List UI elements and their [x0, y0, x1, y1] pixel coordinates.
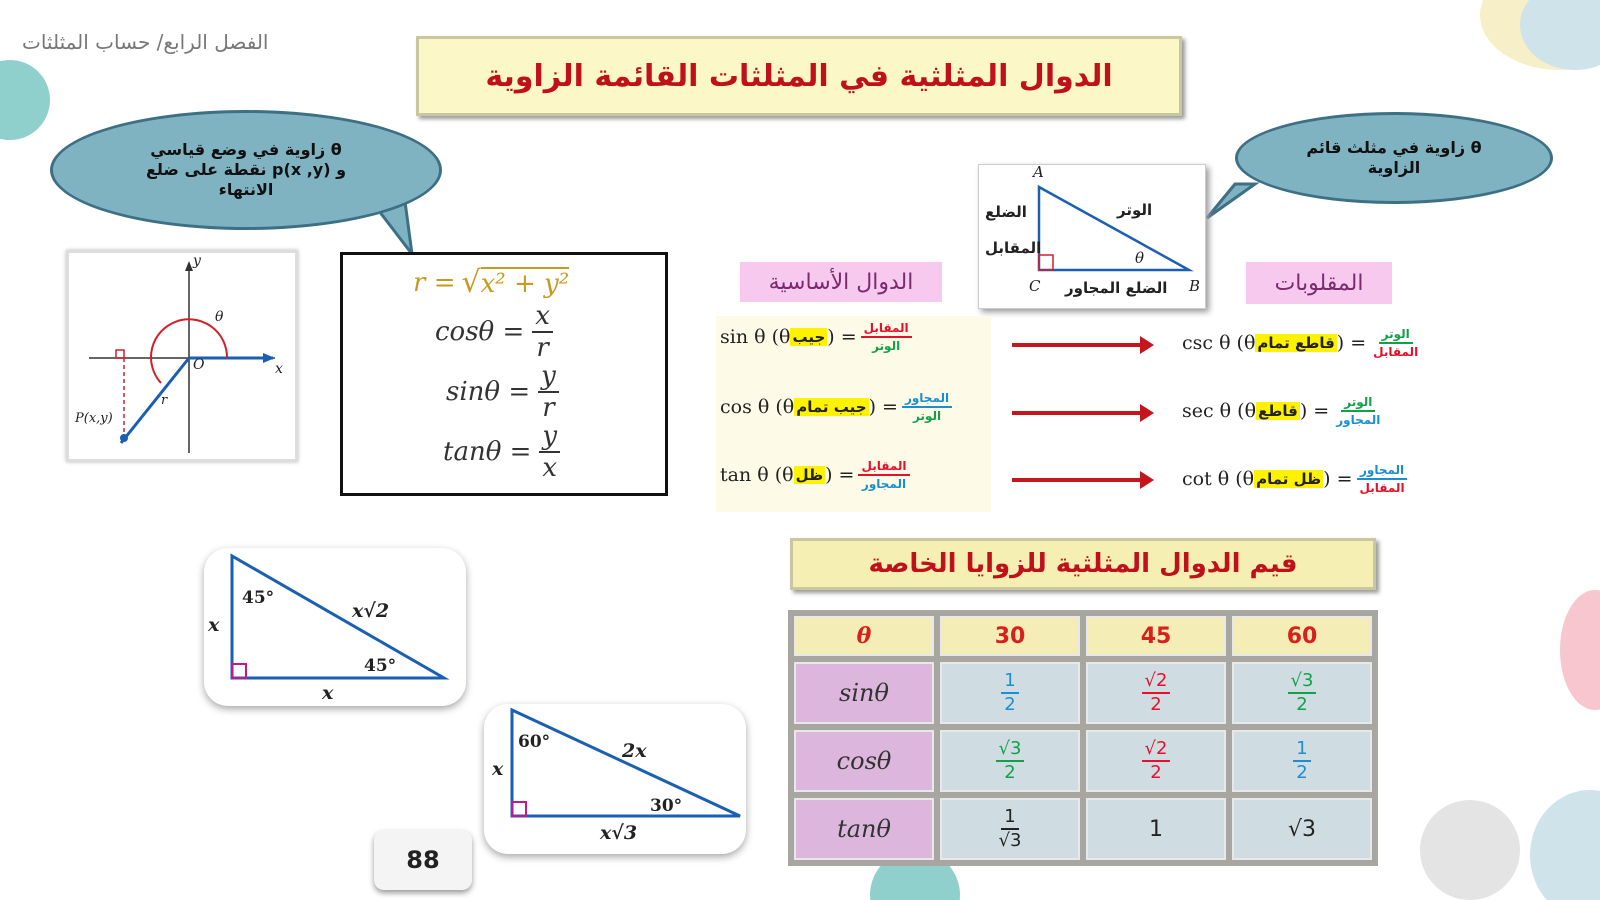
reciprocals-label: المقلوبات	[1246, 262, 1392, 304]
bubble-text-line: الزاوية	[1367, 158, 1421, 177]
function-name: cot θ (θ	[1182, 468, 1255, 490]
table-cell	[1086, 730, 1226, 792]
arabic-name-highlight: جيب	[792, 328, 826, 346]
equals: ) =	[868, 396, 898, 418]
header-45: 45	[1086, 616, 1226, 656]
row-header-tan: tanθ	[794, 798, 934, 860]
table-cell: √3	[1232, 798, 1372, 860]
numerator-adjacent: المجاور	[902, 392, 952, 408]
chapter-label: الفصل الرابع/ حساب المثلثات	[22, 30, 269, 54]
decor-blob	[1420, 800, 1520, 900]
axis-y-label: y	[193, 253, 201, 269]
speech-bubble-right-triangle	[1235, 112, 1553, 204]
special-angles-title: قيم الدوال المثلثية للزوايا الخاصة	[790, 538, 1376, 590]
table-cell	[940, 798, 1080, 860]
theta-label: θ	[215, 309, 224, 325]
equals: ) =	[1336, 332, 1367, 354]
angle-label: 30°	[650, 796, 683, 816]
r-label: r	[161, 393, 168, 408]
numerator: x	[532, 303, 553, 333]
table-header-row	[794, 616, 1372, 656]
numerator: y	[539, 423, 560, 453]
table-row	[794, 798, 1372, 860]
arabic-name-highlight: قاطع	[1258, 402, 1298, 420]
fraction	[1288, 672, 1317, 714]
fraction	[1142, 672, 1171, 714]
fraction	[861, 322, 912, 352]
sec-definition	[1182, 396, 1383, 426]
formula-sin-lhs: sinθ =	[446, 377, 531, 407]
denominator: 2	[1004, 762, 1016, 783]
axis-x-label: x	[275, 361, 283, 377]
origin-label: O	[193, 357, 205, 373]
equals: ) =	[1323, 468, 1353, 490]
formula-tan-lhs: tanθ =	[443, 437, 532, 467]
page-title: الدوال المثلثية في المثلثات القائمة الزاوية	[416, 36, 1182, 116]
denominator-adjacent: المجاور	[1336, 413, 1381, 427]
fraction	[539, 423, 560, 481]
point-label: P(x,y)	[75, 411, 113, 426]
formula-cos-lhs: cosθ =	[435, 317, 525, 347]
numerator-adjacent: المجاور	[1357, 464, 1407, 480]
numerator: √2	[1142, 672, 1171, 694]
hypotenuse-label: 2x	[622, 740, 647, 762]
fraction	[996, 808, 1025, 850]
numerator: 1	[1001, 808, 1018, 830]
denominator: x	[542, 453, 558, 483]
speech-bubble-standard-position	[50, 110, 442, 230]
numerator-hypotenuse: الوتر	[1379, 328, 1413, 344]
hypotenuse-label: x√2	[352, 600, 390, 622]
tan-definition	[720, 460, 910, 490]
vertex-a: A	[1033, 163, 1044, 181]
function-name: cos θ (θ	[720, 396, 795, 418]
function-name: csc θ (θ	[1182, 332, 1256, 354]
sin-definition	[720, 322, 912, 352]
arabic-name-highlight: ظل	[795, 466, 824, 484]
fraction	[1001, 672, 1018, 714]
basic-functions-label: الدوال الأساسية	[740, 262, 942, 302]
formula-r-rhs: x² + y²	[480, 268, 570, 299]
numerator-hypotenuse: الوتر	[1341, 396, 1375, 412]
denominator: 2	[1296, 694, 1308, 715]
denominator: 2	[1004, 694, 1016, 715]
numerator: √3	[996, 740, 1025, 762]
denominator: 2	[1150, 762, 1162, 783]
table-cell	[1232, 730, 1372, 792]
decor-blob	[0, 60, 50, 140]
bubble-text-line: و p(x ,y) نقطة على ضلع	[145, 160, 347, 179]
numerator: 1	[1001, 672, 1018, 694]
theta-label: θ	[1135, 249, 1145, 267]
fraction	[532, 303, 553, 361]
table-row	[794, 730, 1372, 792]
fraction	[1370, 328, 1421, 358]
fraction	[858, 460, 909, 490]
right-triangle-diagram	[978, 164, 1206, 309]
equals: ) =	[825, 464, 855, 486]
numerator: y	[538, 363, 559, 393]
numerator-opposite: المقابل	[858, 460, 909, 476]
header-30: 30	[940, 616, 1080, 656]
bubble-text-line: θ زاوية في مثلث قائم	[1306, 138, 1482, 157]
arabic-name-highlight: جيب تمام	[796, 398, 867, 416]
sqrt-sign: √	[461, 265, 481, 300]
denominator: r	[542, 393, 555, 423]
cos-definition	[720, 392, 952, 422]
table-cell	[1232, 662, 1372, 724]
page-number-box	[374, 830, 472, 890]
formula-r-lhs: r =	[413, 267, 456, 298]
table-cell: 1	[1086, 798, 1226, 860]
adjacent-label: الضلع المجاور	[1065, 279, 1168, 297]
fraction	[1333, 396, 1383, 426]
table-cell	[1086, 662, 1226, 724]
coordinate-diagram	[66, 250, 298, 462]
denominator-hypotenuse: الوتر	[912, 409, 942, 423]
opposite-label: الضلع	[985, 203, 1027, 221]
bubble-text-line: الانتهاء	[218, 180, 274, 199]
function-name: sin θ (θ	[720, 326, 791, 348]
denominator: 2	[1150, 694, 1162, 715]
fraction	[996, 740, 1025, 782]
formula-tan	[443, 423, 560, 481]
decor-blob	[1530, 790, 1600, 900]
table-cell	[940, 730, 1080, 792]
formula-r	[413, 265, 569, 300]
numerator-opposite: المقابل	[861, 322, 912, 338]
denominator-hypotenuse: الوتر	[872, 339, 901, 353]
table-cell	[940, 662, 1080, 724]
hypotenuse-label: الوتر	[1117, 201, 1153, 219]
angle-label: 45°	[242, 588, 275, 608]
denominator-adjacent: المجاور	[861, 477, 907, 491]
vertex-c: C	[1029, 277, 1041, 295]
numerator: √2	[1142, 740, 1171, 762]
denominator: r	[536, 333, 549, 363]
header-theta: θ	[794, 616, 934, 656]
function-name: sec θ (θ	[1182, 400, 1257, 422]
formula-box	[340, 252, 668, 496]
formula-cos	[435, 303, 553, 361]
angle-label: 60°	[518, 732, 551, 752]
denominator-opposite: المقابل	[1373, 345, 1419, 359]
row-header-cos: cosθ	[794, 730, 934, 792]
bubble-tail	[1205, 180, 1265, 230]
side-label: x	[492, 758, 504, 780]
denominator: 2	[1296, 762, 1308, 783]
page-number: 88	[406, 846, 440, 874]
fraction	[1142, 740, 1171, 782]
fraction	[1293, 740, 1310, 782]
function-name: tan θ (θ	[720, 464, 794, 486]
numerator: √3	[1288, 672, 1317, 694]
angle-label: 45°	[364, 656, 397, 676]
right-arrow-icon	[1012, 411, 1144, 415]
denominator-opposite: المقابل	[1359, 481, 1405, 495]
fraction	[1357, 464, 1408, 494]
row-header-sin: sinθ	[794, 662, 934, 724]
arabic-name-highlight: قاطع تمام	[1257, 334, 1335, 352]
formula-sin	[446, 363, 559, 421]
numerator: 1	[1293, 740, 1310, 762]
fraction	[902, 392, 952, 422]
opposite-label: المقابل	[985, 239, 1042, 257]
triangle-30-60-card	[484, 704, 746, 854]
arabic-name-highlight: ظل تمام	[1256, 470, 1322, 488]
decor-blob	[1560, 590, 1600, 710]
right-arrow-icon	[1012, 478, 1144, 482]
side-label: x	[208, 614, 220, 636]
equals: ) =	[827, 326, 857, 348]
table-row	[794, 662, 1372, 724]
header-60: 60	[1232, 616, 1372, 656]
cot-definition	[1182, 464, 1408, 494]
base-label: x√3	[600, 822, 638, 844]
fraction	[538, 363, 559, 421]
equals: ) =	[1299, 400, 1330, 422]
bubble-text-line: θ زاوية في وضع قياسي	[150, 140, 342, 159]
right-arrow-icon	[1012, 343, 1144, 347]
csc-definition	[1182, 328, 1421, 358]
special-angles-table	[788, 610, 1378, 866]
denominator: √3	[998, 830, 1022, 851]
triangle-45-card	[204, 548, 466, 706]
vertex-b: B	[1189, 277, 1201, 295]
base-label: x	[322, 682, 334, 704]
